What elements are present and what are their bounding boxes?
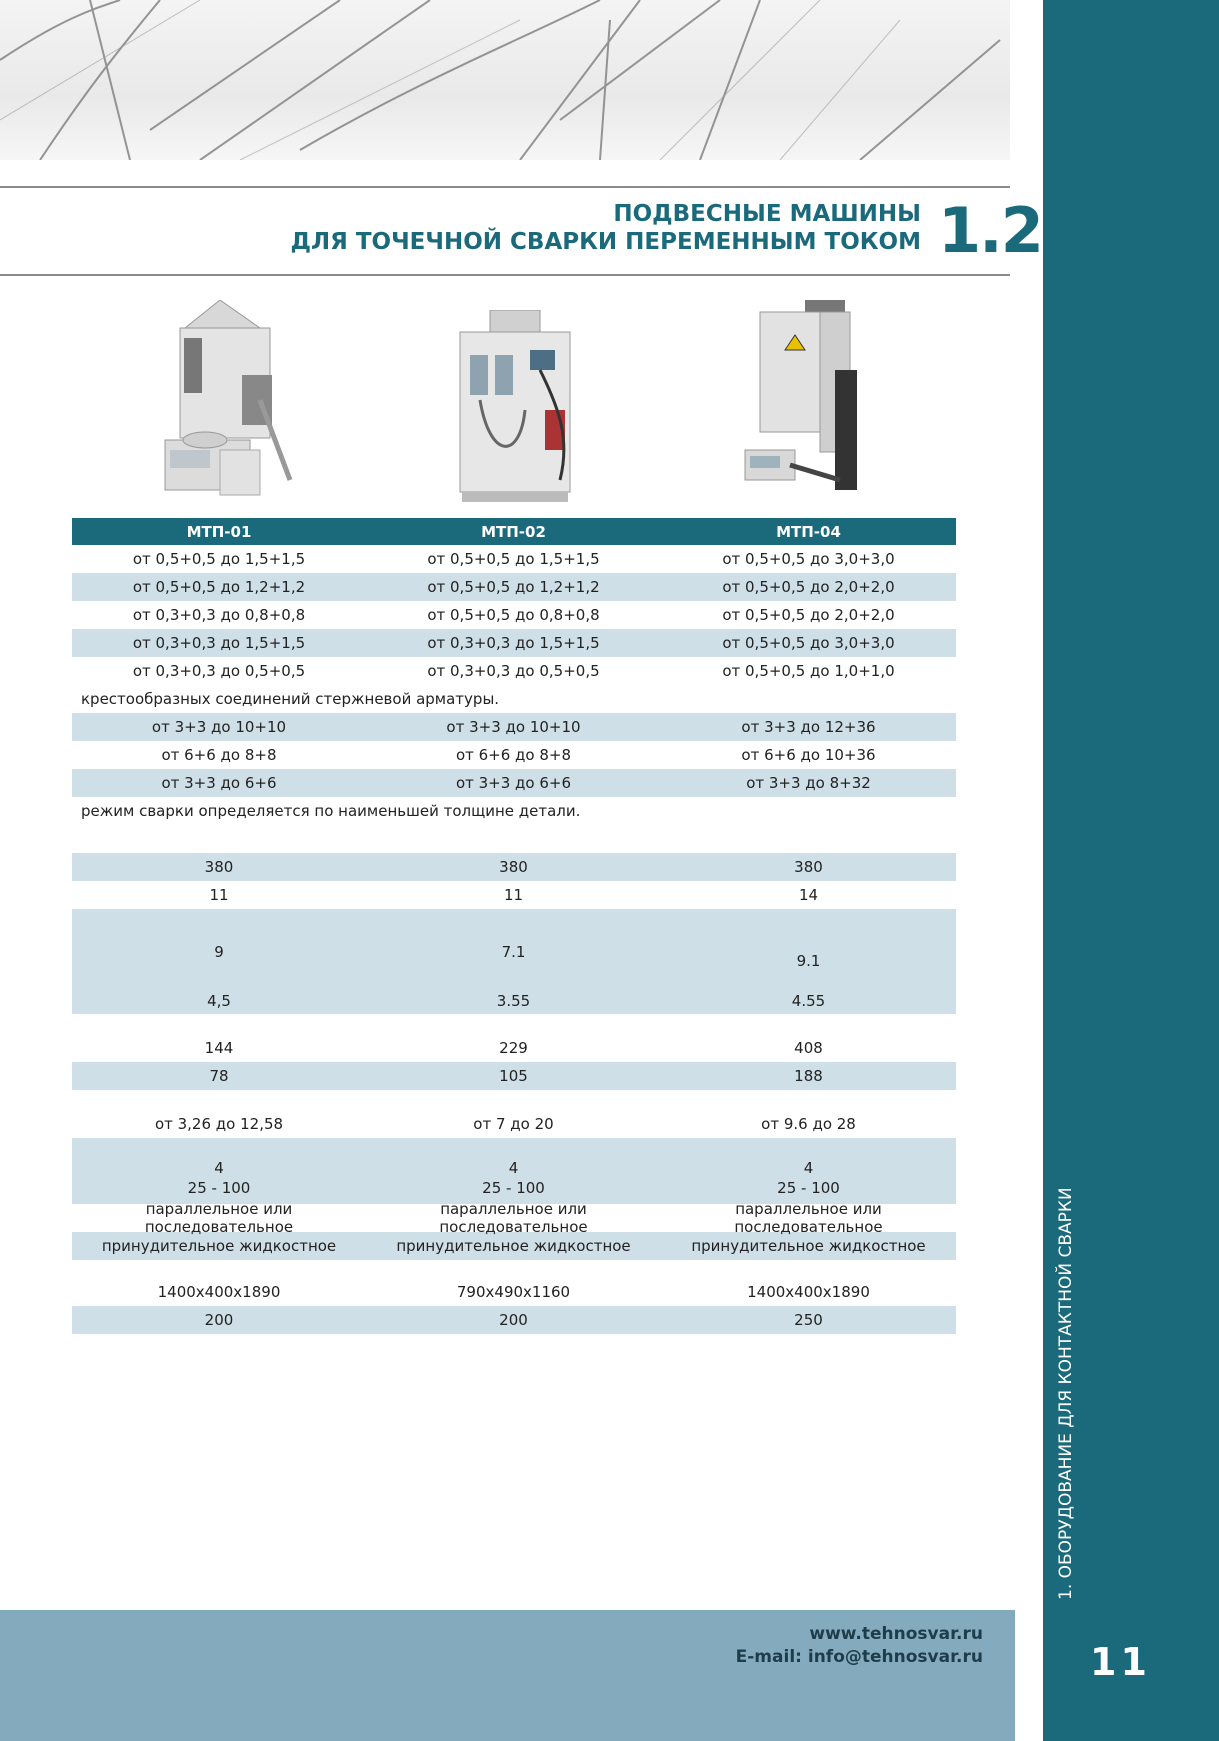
footer-bar xyxy=(0,1610,1015,1741)
table-cell: 380 xyxy=(499,858,528,876)
column-header: МТП-02 xyxy=(481,522,546,541)
table-cell: от 0,5+0,5 до 1,5+1,5 xyxy=(132,550,306,568)
table-row xyxy=(72,1200,956,1236)
table-cell: 78 xyxy=(209,1067,229,1085)
table-row xyxy=(72,1062,956,1090)
table-spacer xyxy=(72,825,956,853)
table-row xyxy=(72,1232,956,1260)
page-title xyxy=(121,200,921,256)
table-cell-value: 7.1 xyxy=(501,943,526,961)
spec-table xyxy=(72,518,956,1334)
table-row xyxy=(72,1138,956,1204)
table-cell: от 0,5+0,5 до 2,0+2,0 xyxy=(722,606,895,624)
table-cell: 1400x400x1890 xyxy=(747,1283,870,1301)
product-image-mtp-01 xyxy=(150,300,300,510)
page-number: 11 xyxy=(1090,1640,1151,1684)
table-cell-value: 4 xyxy=(508,1159,519,1177)
table-row xyxy=(72,629,956,657)
table-cell: 105 xyxy=(499,1067,528,1085)
table-cell: принудительное жидкостное xyxy=(396,1237,631,1255)
table-row xyxy=(72,881,956,909)
product-image-mtp-02 xyxy=(445,300,585,510)
table-cell: 1400x400x1890 xyxy=(157,1283,281,1301)
table-cell: от 0,5+0,5 до 1,0+1,0 xyxy=(722,662,895,680)
table-cell xyxy=(366,909,661,1014)
table-cell: 380 xyxy=(204,858,234,876)
table-row xyxy=(72,853,956,881)
table-row xyxy=(72,1278,956,1306)
table-cell-value: 4 xyxy=(214,1159,224,1177)
table-cell: от 0,3+0,3 до 0,8+0,8 xyxy=(132,606,306,624)
title-line-2: ДЛЯ ТОЧЕЧНОЙ СВАРКИ ПЕРЕМЕННЫМ ТОКОМ xyxy=(290,229,921,255)
table-cell: от 3,26 до 12,58 xyxy=(154,1115,284,1133)
table-row xyxy=(72,1110,956,1138)
table-row xyxy=(72,573,956,601)
table-cell: 11 xyxy=(209,886,229,904)
table-cell: от 0,5+0,5 до 3,0+3,0 xyxy=(722,634,895,652)
table-cell: 200 xyxy=(204,1311,234,1329)
table-cell-value: 25 - 100 xyxy=(777,1179,840,1197)
table-cell-value: 9.1 xyxy=(796,952,821,970)
table-row xyxy=(72,657,956,685)
section-number: 1.2 xyxy=(938,194,1042,267)
table-cell: от 3+3 до 8+32 xyxy=(746,774,871,792)
email-link[interactable]: E-mail: info@tehnosvar.ru xyxy=(735,1647,983,1667)
table-cell: от 0,3+0,3 до 1,5+1,5 xyxy=(132,634,306,652)
table-cell: параллельное или последовательное xyxy=(144,1200,294,1236)
chapter-title: 1. ОБОРУДОВАНИЕ ДЛЯ КОНТАКТНОЙ СВАРКИ xyxy=(1056,1187,1076,1600)
table-cell: 144 xyxy=(204,1039,234,1057)
table-cell: от 0,5+0,5 до 2,0+2,0 xyxy=(722,578,895,596)
table-row xyxy=(72,601,956,629)
table-cell: от 3+3 до 12+36 xyxy=(741,718,876,736)
table-cell: от 0,5+0,5 до 1,2+1,2 xyxy=(132,578,306,596)
column-header: МТП-01 xyxy=(186,522,252,541)
table-cell: принудительное жидкостное xyxy=(691,1237,926,1255)
table-cell: 790x490x1160 xyxy=(456,1283,571,1301)
table-cell-value: 25 - 100 xyxy=(187,1179,251,1197)
table-cell: от 0,5+0,5 до 1,5+1,5 xyxy=(427,550,600,568)
table-cell: 188 xyxy=(794,1067,823,1085)
table-cell: от 6+6 до 8+8 xyxy=(455,746,572,764)
table-cell: 250 xyxy=(794,1311,823,1329)
table-cell-value: 9 xyxy=(214,943,224,961)
table-cell: 229 xyxy=(499,1039,528,1057)
table-cell: 200 xyxy=(499,1311,528,1329)
table-row xyxy=(72,769,956,797)
header-banner-image xyxy=(0,0,1010,160)
table-cell: 408 xyxy=(794,1039,823,1057)
table-row xyxy=(72,713,956,741)
table-cell-value: 4.55 xyxy=(791,992,826,1010)
table-cell-value: 4,5 xyxy=(207,992,231,1010)
table-cell: принудительное жидкостное xyxy=(101,1237,337,1255)
table-header xyxy=(72,518,956,545)
website-link[interactable]: www.tehnosvar.ru xyxy=(809,1624,983,1644)
table-note-rebar: крестообразных соединений стержневой арматуры. xyxy=(81,690,500,708)
table-cell: от 3+3 до 6+6 xyxy=(455,774,572,792)
title-line-1: ПОДВЕСНЫЕ МАШИНЫ xyxy=(613,201,921,227)
table-cell: 14 xyxy=(798,886,819,904)
table-cell: от 9.6 до 28 xyxy=(761,1115,856,1133)
table-row xyxy=(72,545,956,573)
footer-contacts xyxy=(736,1623,983,1669)
table-cell: от 3+3 до 10+10 xyxy=(151,718,287,736)
table-cell: от 0,5+0,5 до 1,2+1,2 xyxy=(427,578,600,596)
table-cell: от 3+3 до 10+10 xyxy=(446,718,581,736)
table-spacer xyxy=(72,1014,956,1034)
table-cell-value: 4 xyxy=(803,1159,814,1177)
table-spacer xyxy=(72,1090,956,1110)
table-spacer xyxy=(72,1260,956,1278)
table-row xyxy=(72,909,956,1014)
table-cell: от 0,5+0,5 до 3,0+3,0 xyxy=(722,550,895,568)
table-cell: 380 xyxy=(794,858,823,876)
table-cell: от 6+6 до 10+36 xyxy=(741,746,876,764)
table-cell xyxy=(72,1158,366,1202)
table-note-mode: режим сварки определяется по наименьшей толщине детали. xyxy=(81,802,581,820)
header-rule-bottom xyxy=(0,274,1010,276)
table-cell: от 0,3+0,3 до 1,5+1,5 xyxy=(427,634,600,652)
table-cell xyxy=(366,1158,661,1202)
product-image-mtp-04 xyxy=(740,300,880,510)
table-cell: от 0,3+0,3 до 0,5+0,5 xyxy=(427,662,600,680)
table-cell xyxy=(72,909,366,1014)
table-cell: параллельное или последовательное xyxy=(734,1200,883,1236)
table-cell xyxy=(661,909,956,1014)
table-cell-value: 25 - 100 xyxy=(482,1179,545,1197)
table-cell xyxy=(661,1158,956,1202)
table-cell: от 0,5+0,5 до 0,8+0,8 xyxy=(427,606,600,624)
table-cell: от 7 до 20 xyxy=(473,1115,554,1133)
table-row xyxy=(72,1306,956,1334)
header-rule-top xyxy=(0,186,1010,188)
table-cell: параллельное или последовательное xyxy=(439,1200,588,1236)
table-row xyxy=(72,741,956,769)
table-cell: от 6+6 до 8+8 xyxy=(161,746,277,764)
column-header: МТП-04 xyxy=(776,522,841,541)
table-cell: от 0,3+0,3 до 0,5+0,5 xyxy=(132,662,306,680)
table-row xyxy=(72,1034,956,1062)
table-cell: от 3+3 до 6+6 xyxy=(161,774,277,792)
table-cell-value: 3.55 xyxy=(496,992,531,1010)
table-cell: 11 xyxy=(503,886,524,904)
